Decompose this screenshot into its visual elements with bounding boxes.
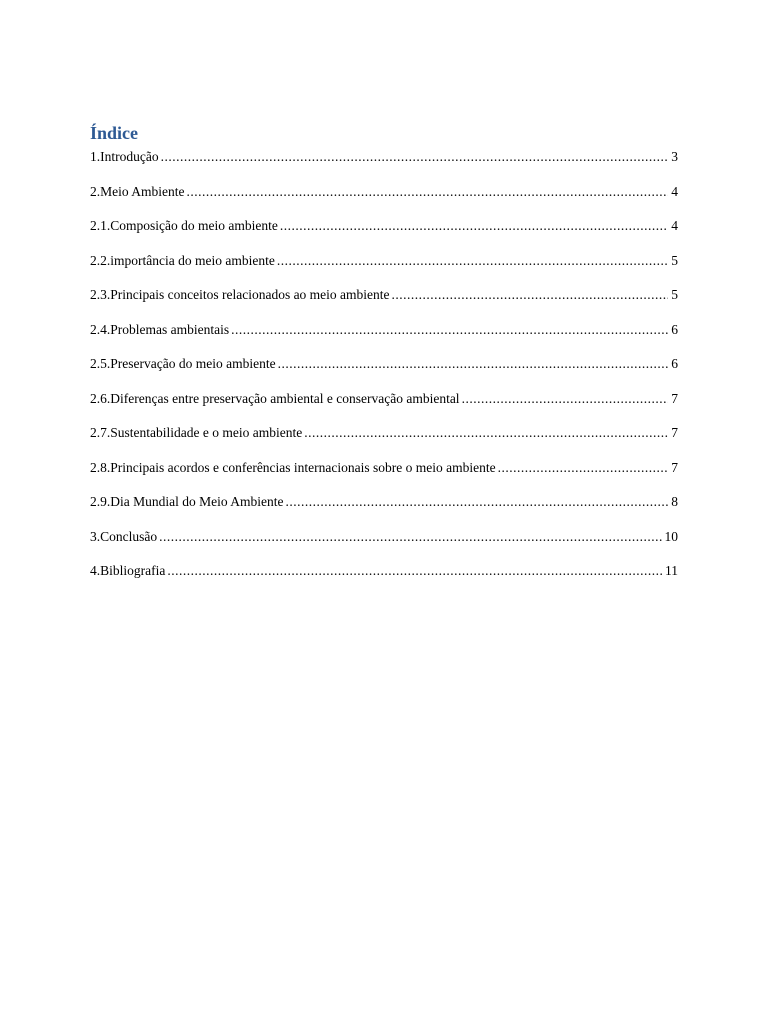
toc-list: [90, 148, 678, 597]
table-of-contents: [90, 122, 678, 597]
toc-heading: Índice: [90, 123, 139, 143]
toc-entry-title: 2.3.Principais conceitos relacionados ao meio ambiente: [90, 287, 390, 302]
toc-dot-leader: [231, 321, 668, 339]
toc-entry[interactable]: [90, 562, 678, 597]
toc-entry-title: 2.6.Diferenças entre preservação ambiental e conservação ambiental: [90, 390, 460, 406]
toc-dot-leader: [285, 493, 668, 511]
toc-entry-title: 4.Bibliografia: [90, 563, 166, 578]
toc-entry-title: 2.1.Composição do meio ambiente: [90, 218, 278, 233]
toc-entry-title: 2.Meio Ambiente: [90, 183, 185, 199]
toc-entry-page: 4: [671, 183, 678, 199]
toc-dot-leader: [498, 459, 669, 477]
toc-entry-page: 6: [671, 356, 678, 371]
toc-dot-leader: [278, 355, 669, 373]
toc-entry[interactable]: [90, 286, 678, 321]
toc-entry-title: 1.Introdução: [90, 149, 159, 164]
toc-dot-leader: [304, 424, 668, 442]
toc-entry-title: 2.2.importância do meio ambiente: [90, 252, 275, 268]
toc-dot-leader: [161, 148, 669, 166]
toc-entry[interactable]: [90, 321, 678, 356]
toc-entry-title: 2.5.Preservação do meio ambiente: [90, 356, 276, 371]
toc-entry[interactable]: [90, 183, 678, 218]
toc-entry-title: 2.4.Problemas ambientais: [90, 321, 230, 337]
toc-dot-leader: [280, 217, 668, 235]
toc-entry-page: 7: [671, 459, 678, 475]
toc-dot-leader: [159, 528, 661, 546]
toc-entry-page: 7: [671, 390, 678, 406]
toc-entry-title: 2.8.Principais acordos e conferências internacionais sobre o meio ambiente: [90, 459, 496, 475]
toc-entry-page: 6: [671, 321, 678, 337]
toc-entry-page: 3: [671, 149, 678, 164]
toc-entry[interactable]: [90, 148, 678, 183]
toc-dot-leader: [392, 286, 669, 304]
toc-entry-page: 8: [671, 494, 678, 509]
toc-entry[interactable]: [90, 459, 678, 494]
toc-entry-page: 5: [671, 252, 678, 268]
toc-entry-title: 3.Conclusão: [90, 528, 158, 544]
toc-entry-page: 10: [664, 528, 678, 544]
toc-entry-page: 11: [665, 563, 678, 578]
toc-entry-page: 7: [671, 425, 678, 440]
toc-entry-title: 2.7.Sustentabilidade e o meio ambiente: [90, 425, 303, 440]
toc-entry[interactable]: [90, 355, 678, 390]
toc-entry[interactable]: [90, 252, 678, 287]
toc-entry[interactable]: [90, 217, 678, 252]
toc-dot-leader: [167, 562, 662, 580]
toc-dot-leader: [277, 252, 668, 270]
toc-entry-title: 2.9.Dia Mundial do Meio Ambiente: [90, 494, 284, 509]
toc-entry[interactable]: [90, 390, 678, 425]
toc-entry[interactable]: [90, 493, 678, 528]
toc-dot-leader: [187, 183, 669, 201]
toc-entry-page: 5: [671, 287, 678, 302]
toc-entry[interactable]: [90, 528, 678, 563]
toc-entry[interactable]: [90, 424, 678, 459]
toc-dot-leader: [462, 390, 669, 408]
toc-entry-page: 4: [671, 218, 678, 233]
